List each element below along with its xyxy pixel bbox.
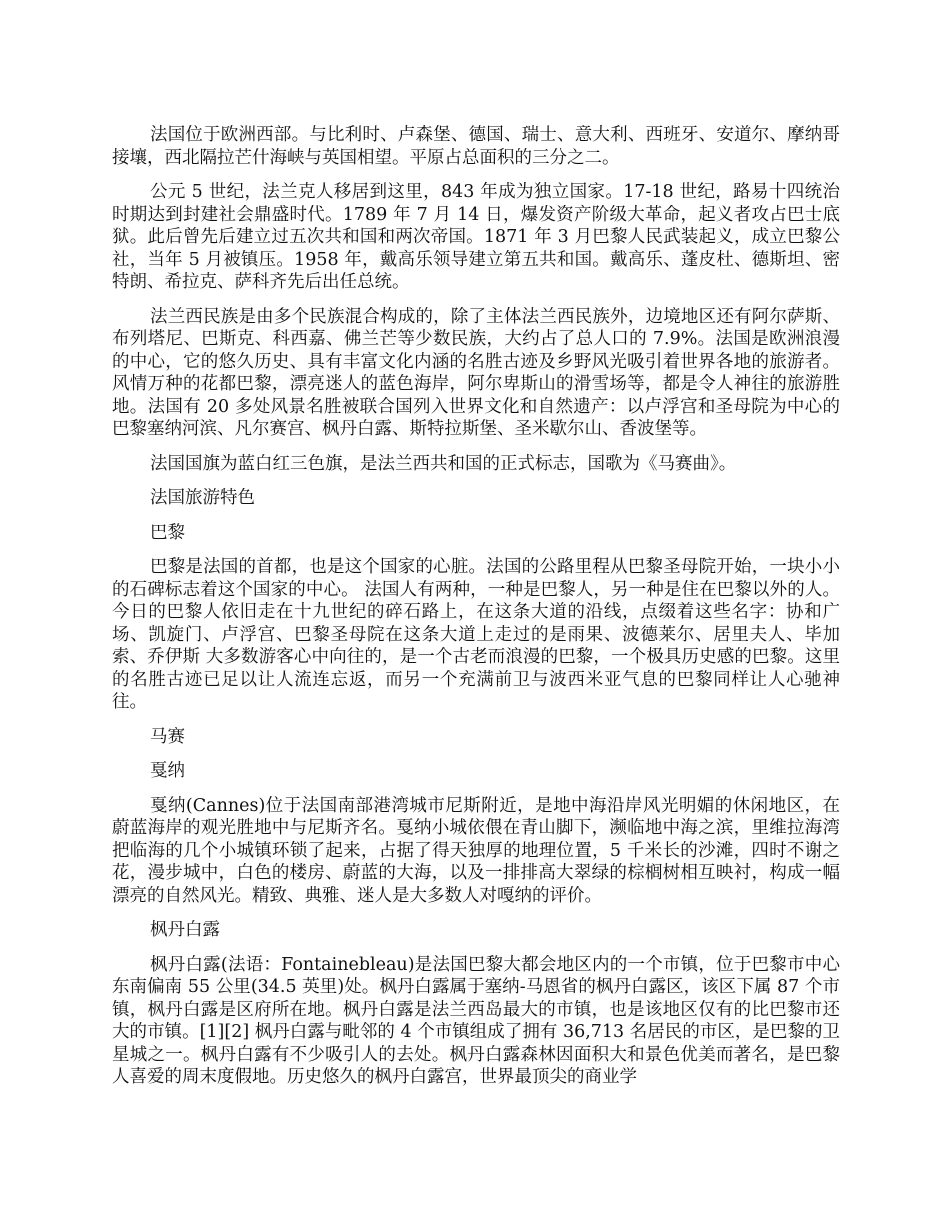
heading-fontainebleau: 枫丹白露	[150, 920, 220, 940]
heading-paris: 巴黎	[150, 522, 185, 543]
paragraph-fontainebleau: 枫丹白露(法语：Fontainebleau)是法国巴黎大都会地区内的一个市镇，位于巴黎市中心东南偏南 55 公里(34.5 英里)处。枫丹白露属于塞纳-马恩省的枫丹白露区，该区下属 87 个市镇，枫丹白露是区府所在地。枫丹白露是法兰西岛最大的市镇，也是该地区仅有的比巴黎市还大的市镇。[1][2] 枫丹白露与毗邻的 4 个市镇组成了拥有 36,713 名居民的市区，是巴黎的卫星城之一。枫丹白露有不少吸引人的去处。枫丹白露森林因面积大和景色优美而著名，是巴黎人喜爱的周末度假地。历史悠久的枫丹白露宫，世界最顶尖的商业学	[112, 954, 840, 1087]
heading-cannes: 戛纳	[150, 761, 185, 781]
heading-tourism-features: 法国旅游特色	[150, 488, 255, 508]
document-page	[112, 124, 840, 1101]
paragraph-people-tourism: 法兰西民族是由多个民族混合构成的，除了主体法兰西民族外，边境地区还有阿尔萨斯、布列塔尼、巴斯克、科西嘉、佛兰芒等少数民族，大约占了总人口的 7.9%。法国是欧洲浪漫的中心，它的悠久历史、具有丰富文化内涵的名胜古迹及乡野风光吸引着世界各地的旅游者。风情万种的花都巴黎，漂亮迷人的蓝色海岸，阿尔卑斯山的滑雪场等，都是令人神往的旅游胜地。法国有 20 多处风景名胜被联合国列入世界文化和自然遗产：以卢浮宫和圣母院为中心的巴黎塞纳河滨、凡尔赛宫、枫丹白露、斯特拉斯堡、圣米歇尔山、香波堡等。	[112, 306, 840, 439]
paragraph-cannes: 戛纳(Cannes)位于法国南部港湾城市尼斯附近，是地中海沿岸风光明媚的休闲地区，在蔚蓝海岸的观光胜地中与尼斯齐名。戛纳小城依偎在青山脚下，濒临地中海之滨，里维拉海湾把临海的几个小城镇环锁了起来，占据了得天独厚的地理位置，5 千米长的沙滩，四时不谢之花，漫步城中，白色的楼房、蔚蓝的大海，以及一排排高大翠绿的棕榈树相互映衬，构成一幅漂亮的自然风光。精致、典雅、迷人是大多数人对嘎纳的评价。	[112, 795, 840, 906]
paragraph-history: 公元 5 世纪，法兰克人移居到这里，843 年成为独立国家。17-18 世纪，路易十四统治时期达到封建社会鼎盛时代。1789 年 7 月 14 日，爆发资产阶级大革命，起义者攻占巴士底狱。此后曾先后建立过五次共和国和两次帝国。1871 年 3 月巴黎人民武装起义，成立巴黎公社，当年 5 月被镇压。1958 年，戴高乐领导建立第五共和国。戴高乐、蓬皮杜、德斯坦、密特朗、希拉克、萨科齐先后出任总统。	[112, 182, 840, 292]
paragraph-paris: 巴黎是法国的首都，也是这个国家的心脏。法国的公路里程从巴黎圣母院开始，一块小小的石碑标志着这个国家的中心。 法国人有两种，一种是巴黎人，另一种是住在巴黎以外的人。今日的巴黎人依旧走在十九世纪的碎石路上，在这条大道的沿线，点缀着这些名字：协和广场、凯旋门、卢浮宫、巴黎圣母院在这条大道上走过的是雨果、波德莱尔、居里夫人、毕加索、乔伊斯 大多数游客心中向往的，是一个古老而浪漫的巴黎，一个极具历史感的巴黎。这里的名胜古迹已足以让人流连忘返，而另一个充满前卫与波西米亚气息的巴黎同样让人心驰神往。	[112, 557, 840, 712]
paragraph-geography: 法国位于欧洲西部。与比利时、卢森堡、德国、瑞士、意大利、西班牙、安道尔、摩纳哥接壤，西北隔拉芒什海峡与英国相望。平原占总面积的三分之二。	[112, 125, 840, 168]
heading-marseille: 马赛	[150, 726, 185, 747]
paragraph-flag-anthem: 法国国旗为蓝白红三色旗，是法兰西共和国的正式标志，国歌为《马赛曲》。	[150, 453, 737, 474]
